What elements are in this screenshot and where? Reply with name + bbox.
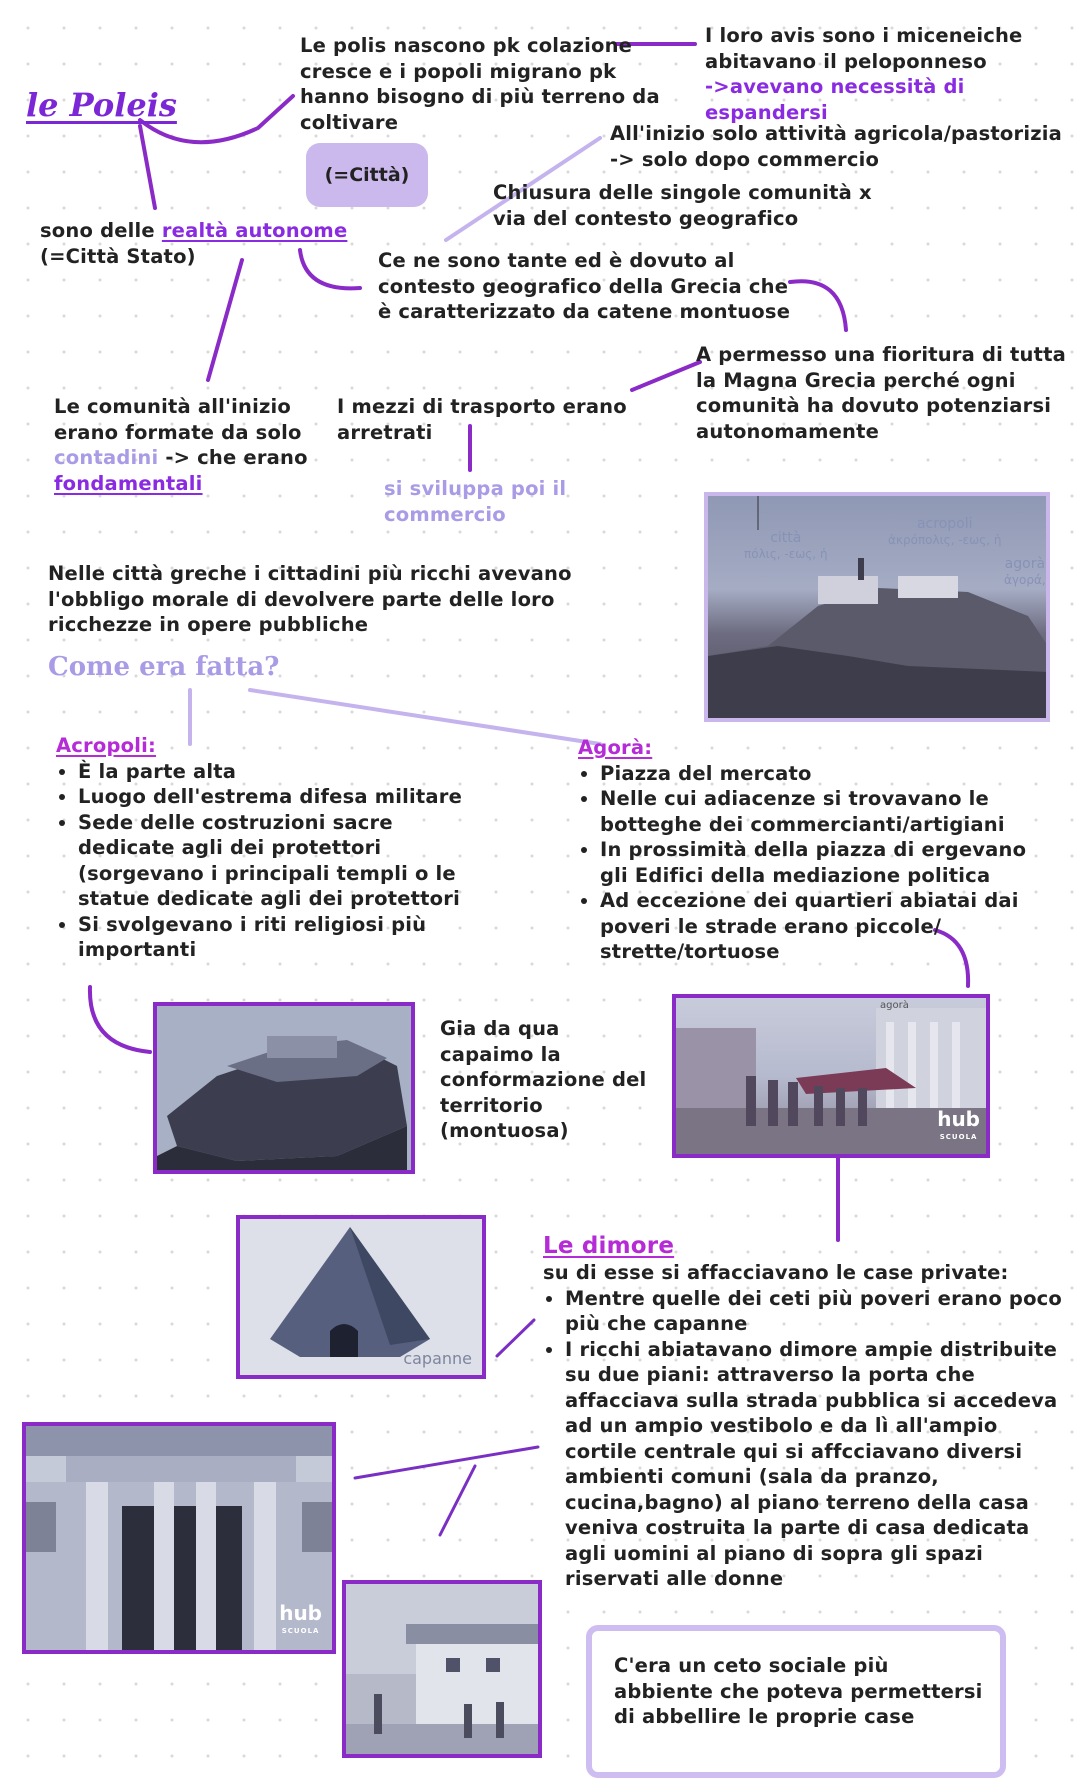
agriculture-line-2: -> solo dopo commercio — [610, 147, 880, 171]
list-item: • È la parte alta — [78, 759, 466, 785]
map-citta: città — [770, 530, 802, 546]
list-item: • Ad eccezione dei quartieri abiatai dai poveri le strade erano piccole/ strette/tortuose — [600, 888, 1048, 965]
hut-caption: capanne — [403, 1349, 472, 1368]
communities-fondamentali: fondamentali — [54, 471, 203, 495]
map-label-acropoli — [888, 516, 1001, 548]
hut-image — [236, 1215, 486, 1379]
rich-duty-text: Nelle città greche i cittadini più ricchi avevano l'obbligo morale di devolvere parte delle loro ricchezze in opere pubbliche — [48, 562, 572, 636]
dimore-intro: su di esse si affacciavano le case private: — [543, 1261, 1009, 1284]
many-cities-text: Ce ne sono tante ed è dovuto al contesto geografico della Grecia che è caratterizzato da catene montuose — [378, 249, 791, 323]
line-dimore-door — [355, 1447, 538, 1478]
list-item: • Piazza del mercato — [600, 761, 1048, 787]
ancestors-line-2: abitavano il peloponneso — [705, 49, 987, 73]
line-autonomy-communities — [208, 260, 242, 380]
ancestors-line-1: I loro avis sono i miceneiche — [705, 24, 1023, 47]
list-item: • Mentre quelle dei ceti più poveri erano poco più che capanne — [565, 1286, 1063, 1337]
hub-logo — [279, 1601, 322, 1640]
watermark-sub: SCUOLA — [939, 1133, 978, 1141]
watermark: hub — [279, 1601, 322, 1625]
line-acropoli-image — [90, 987, 150, 1052]
dimore-list — [543, 1286, 1063, 1592]
communities-l1: Le comunità all'inizio erano formate da solo — [54, 395, 302, 444]
map-label-agora — [1004, 556, 1046, 588]
acropolis-model-image — [153, 1002, 415, 1174]
map-label-citta — [744, 530, 828, 562]
list-item: • In prossimità della piazza di ergevano gli Edifici della mediazione politica — [600, 837, 1048, 888]
map-acropoli: acropoli — [916, 516, 973, 532]
watermark: hub — [937, 1107, 980, 1131]
wealthy-class-text: C'era un ceto sociale più abbiente che poteva permettersi di abbellire le proprie case — [614, 1654, 983, 1728]
line-transport-flourishing — [632, 362, 700, 390]
map-agora-gr: ἀγορά, — [1004, 573, 1046, 587]
dimore-heading: Le dimore — [543, 1233, 675, 1259]
map-citta-gr: πόλις, -εως, ἡ — [744, 547, 828, 561]
acropoli-section — [56, 733, 466, 963]
acropolis-map-image — [704, 492, 1050, 722]
agora-list — [578, 761, 1048, 965]
agriculture-line-1: All'inizio solo attività agricola/pastorizia — [610, 122, 1062, 145]
line-dimore-hut — [497, 1320, 534, 1356]
map-agora: agorà — [1004, 556, 1046, 572]
list-item: • Luogo dell'estrema difesa militare — [78, 784, 466, 810]
dimore-section — [543, 1232, 1063, 1592]
agriculture-text — [610, 121, 1080, 172]
origin-text: Le polis nascono pk colazione cresce e i popoli migrano pk hanno bisogno di più terreno da coltivare — [300, 34, 660, 134]
agora-scene-image — [672, 994, 990, 1158]
communities-contadini: contadini — [54, 446, 159, 469]
acropoli-heading: Acropoli: — [56, 734, 156, 757]
wealthy-class-note — [586, 1625, 1006, 1778]
list-item: • Si svolgevano i riti religiosi più importanti — [78, 912, 466, 963]
agora-image-label: agorà — [880, 1000, 909, 1011]
page-title: le Poleis — [26, 86, 177, 124]
line-many-flourishing — [790, 281, 846, 330]
line-title-autonomy — [140, 126, 155, 208]
how-heading: Come era fatta? — [48, 652, 280, 682]
list-item: • Nelle cui adiacenze si trovavano le botteghe dei commercianti/artigiani — [600, 786, 1048, 837]
house-image — [342, 1580, 542, 1758]
agora-section — [578, 735, 1048, 965]
flourishing-text: A permesso una fioritura di tutta la Magna Grecia perché ogni comunità ha dovuto potenziarsi autonomamente — [696, 343, 1067, 443]
commerce-text: si sviluppa poi il commercio — [384, 477, 567, 526]
entrance-image — [22, 1422, 336, 1654]
ancestors-line-3: ->avevano necessità di espandersi — [705, 75, 965, 124]
autonomy-prefix: sono delle — [40, 219, 162, 242]
autonomy-text — [40, 218, 360, 269]
hub-logo — [937, 1107, 980, 1146]
transport-text: I mezzi di trasporto erano arretrati — [337, 395, 627, 444]
house-illustration — [346, 1584, 538, 1754]
list-item: • Sede delle costruzioni sacre dedicate agli dei protettori (sorgevano i principali templi o le statue dedicate agli dei protettori — [78, 810, 466, 912]
agora-heading: Agorà: — [578, 736, 653, 759]
map-acropoli-gr: ἀκρόπολις, -εως, ἡ — [888, 533, 1002, 547]
ancestors-text — [705, 23, 1075, 125]
communities-arrow: -> che erano — [158, 446, 308, 469]
watermark-sub: SCUOLA — [281, 1627, 320, 1635]
autonomy-highlight: realtà autonome — [161, 219, 348, 242]
citta-pill: (=Città) — [306, 143, 428, 207]
list-item: • I ricchi abiatavano dimore ampie distribuite su due piani: attraverso la porta che affacciava sulla strada pubblica si accedeva ad un ampio vestibolo e da lì all'ampio cortile centrale qui si affcciavano diversi ambienti comuni (sala da pranzo, cucina,bagno) al piano terreno della casa veniva costruita la parte di casa dedicata agli uomini al piano di sopra gli spazi riservati alle donne — [565, 1337, 1063, 1592]
closure-text: Chiusura delle singole comunità x via del contesto geografico — [493, 181, 872, 230]
communities-text — [54, 394, 324, 496]
acropoli-list — [56, 759, 466, 963]
acropolis-model-illustration — [157, 1006, 411, 1170]
territory-text: Gia da qua capaimo la conformazione del territorio (montuosa) — [440, 1017, 647, 1142]
autonomy-suffix: (=Città Stato) — [40, 244, 196, 268]
line-dimore-house — [440, 1466, 475, 1535]
